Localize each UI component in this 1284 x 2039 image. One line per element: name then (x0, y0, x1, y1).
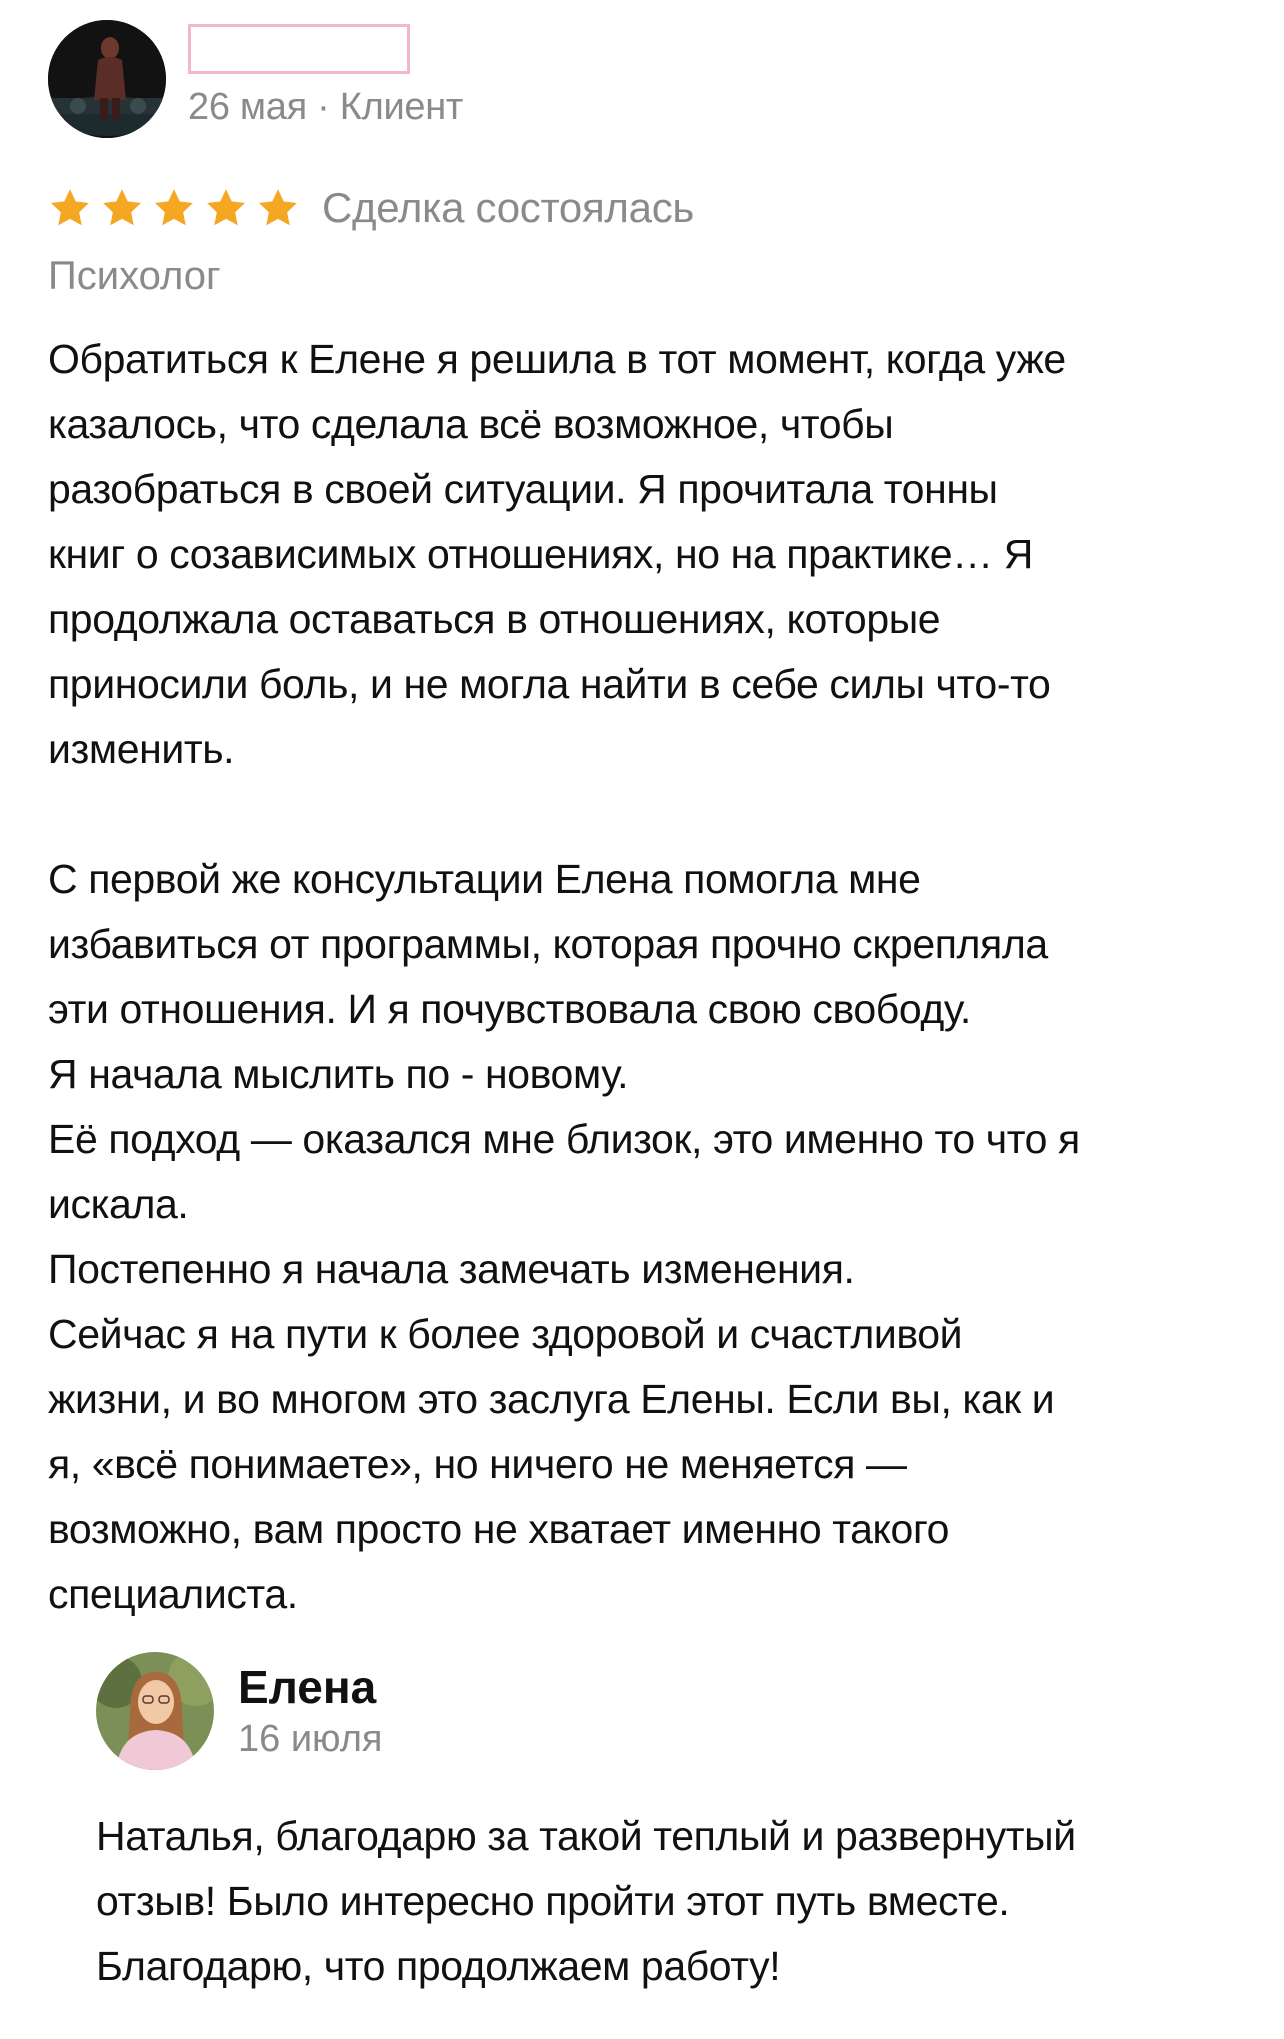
text-line: изменить. (48, 726, 235, 772)
reply-author-info (238, 1652, 382, 1761)
reply-text (96, 1804, 1246, 1999)
review-date: 26 мая (188, 86, 307, 128)
text-line: избавиться от программы, которая прочно скрепляла (48, 921, 1048, 967)
review-card (48, 20, 1248, 1627)
star-icon (204, 186, 248, 230)
review-header (48, 20, 1248, 140)
rating-row (48, 184, 1248, 232)
specialist-reply (96, 1652, 1246, 1999)
review-text (48, 327, 1248, 1627)
text-line: разобраться в своей ситуации. Я прочитала тонны (48, 466, 998, 512)
specialist-photo-avatar-icon (96, 1652, 214, 1770)
rating-stars (48, 186, 308, 230)
text-line: отзыв! Было интересно пройти этот путь вместе. (96, 1878, 1010, 1924)
text-line: искала. (48, 1181, 189, 1227)
deal-status: Сделка состоялась (322, 184, 694, 231)
reply-avatar[interactable] (96, 1652, 214, 1770)
text-line: Сейчас я на пути к более здоровой и счастливой (48, 1311, 963, 1357)
text-line: Обратиться к Елене я решила в тот момент, когда уже (48, 336, 1066, 382)
text-line: эти отношения. И я почувствовала свою свободу. (48, 986, 971, 1032)
text-line: специалиста. (48, 1571, 298, 1617)
text-line: книг о созависимых отношениях, но на практике… Я (48, 531, 1033, 577)
text-line: С первой же консультации Елена помогла мне (48, 856, 921, 902)
reviewer-role: Клиент (339, 86, 464, 128)
text-line: Постепенно я начала замечать изменения. (48, 1246, 855, 1292)
star-icon (152, 186, 196, 230)
reply-date: 16 июля (238, 1718, 383, 1760)
text-line: Я начала мыслить по - новому. (48, 1051, 629, 1097)
reviewer-info (188, 20, 463, 129)
service-category: Психолог (48, 254, 221, 298)
review-meta (188, 86, 463, 129)
text-line: Наталья, благодарю за такой теплый и развернутый (96, 1813, 1076, 1859)
user-photo-avatar-icon (48, 20, 166, 138)
reply-author-name[interactable]: Елена (238, 1661, 377, 1713)
text-line: казалось, что сделала всё возможное, чтобы (48, 401, 894, 447)
text-line: приносили боль, и не могла найти в себе силы что-то (48, 661, 1051, 707)
reply-header (96, 1652, 1246, 1770)
text-line: возможно, вам просто не хватает именно такого (48, 1506, 949, 1552)
reviewer-name-hidden (188, 24, 410, 74)
text-line: жизни, и во многом это заслуга Елены. Если вы, как и (48, 1376, 1055, 1422)
text-line: Её подход — оказался мне близок, это именно то что я (48, 1116, 1080, 1162)
star-icon (48, 186, 92, 230)
reviewer-avatar[interactable] (48, 20, 166, 138)
text-line: я, «всё понимаете», но ничего не меняется — (48, 1441, 907, 1487)
text-line (48, 782, 1248, 847)
text-line: продолжала оставаться в отношениях, которые (48, 596, 941, 642)
text-line: Благодарю, что продолжаем работу! (96, 1943, 781, 1989)
star-icon (256, 186, 300, 230)
meta-separator: · (306, 86, 340, 128)
star-icon (100, 186, 144, 230)
